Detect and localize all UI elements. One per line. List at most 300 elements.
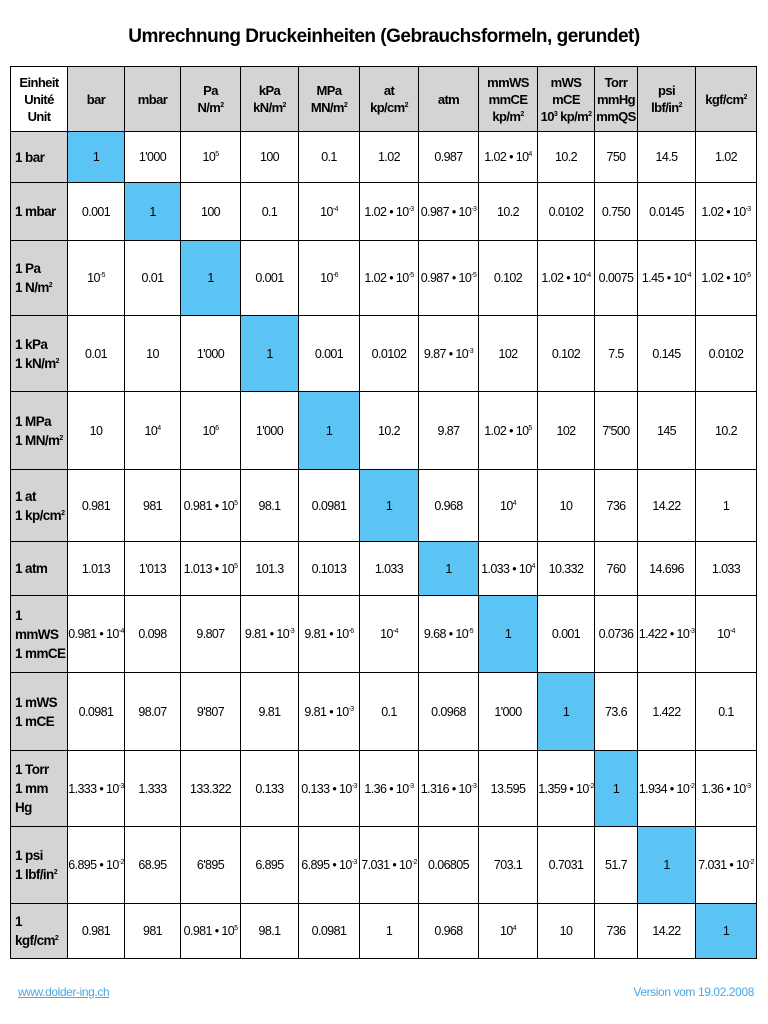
column-header bbox=[299, 67, 360, 132]
version-date: Version vom 19.02.2008 bbox=[633, 985, 754, 999]
column-header bbox=[638, 67, 696, 132]
column-header bbox=[419, 67, 479, 132]
text: 68.95 bbox=[138, 858, 167, 872]
value-line bbox=[419, 205, 478, 219]
value-line bbox=[638, 499, 695, 513]
conversion-cell bbox=[595, 596, 638, 673]
value-line bbox=[68, 347, 124, 361]
text: 1.36 • 10 bbox=[701, 781, 746, 796]
text: 0.981 bbox=[81, 924, 111, 938]
conversion-cell bbox=[538, 904, 595, 959]
exponent: -2 bbox=[411, 859, 417, 866]
value-line bbox=[181, 562, 240, 576]
column-header-line bbox=[419, 91, 478, 108]
table-row bbox=[11, 751, 757, 827]
pressure-conversion-table bbox=[10, 66, 757, 959]
row-label-line bbox=[15, 335, 67, 354]
value-line bbox=[419, 562, 478, 576]
row-unit-label bbox=[11, 183, 68, 241]
text: 1 bbox=[612, 781, 620, 796]
exponent: 2 bbox=[404, 102, 408, 109]
conversion-cell bbox=[696, 470, 757, 542]
row-unit-label bbox=[11, 470, 68, 542]
value-line bbox=[299, 150, 359, 164]
conversion-cell bbox=[696, 827, 757, 904]
text: 0.981 • 10 bbox=[68, 627, 119, 641]
text: 1 atm bbox=[15, 561, 48, 576]
text: 102 bbox=[498, 346, 518, 361]
conversion-cell bbox=[125, 751, 181, 827]
conversion-cell bbox=[419, 751, 479, 827]
identity-cell bbox=[360, 470, 419, 542]
text: 0.981 • 10 bbox=[183, 498, 235, 513]
value-line bbox=[479, 924, 537, 938]
text: 0.001 bbox=[551, 627, 581, 641]
column-header-line bbox=[181, 82, 240, 99]
text: lbf/in bbox=[651, 100, 679, 115]
text: 736 bbox=[606, 498, 626, 513]
text: 1 at bbox=[15, 488, 36, 504]
value-line bbox=[241, 347, 298, 361]
text: 981 bbox=[142, 924, 163, 938]
text: 1.02 • 10 bbox=[541, 271, 586, 285]
text: 10 bbox=[717, 627, 730, 641]
exponent: -2 bbox=[748, 859, 754, 866]
conversion-cell bbox=[696, 392, 757, 470]
row-unit-label bbox=[11, 316, 68, 392]
text: 0.0981 bbox=[311, 498, 347, 513]
row-unit-label bbox=[11, 673, 68, 751]
exponent: 2 bbox=[678, 102, 682, 109]
exponent: -4 bbox=[585, 272, 591, 279]
column-header-line bbox=[638, 82, 695, 99]
text: 0.750 bbox=[601, 204, 631, 219]
value-line bbox=[241, 499, 298, 513]
text: 0.1013 bbox=[311, 561, 347, 576]
value-line bbox=[595, 205, 637, 219]
text: 1 bbox=[149, 204, 156, 219]
conversion-cell bbox=[595, 132, 638, 183]
value-line bbox=[181, 705, 240, 719]
conversion-cell bbox=[241, 596, 299, 673]
value-line bbox=[696, 347, 756, 361]
exponent: 2 bbox=[48, 282, 53, 289]
conversion-cell bbox=[479, 673, 538, 751]
value-line bbox=[68, 205, 124, 219]
value-line bbox=[68, 627, 124, 641]
value-line bbox=[181, 271, 240, 285]
conversion-cell bbox=[241, 673, 299, 751]
conversion-cell bbox=[479, 827, 538, 904]
conversion-cell bbox=[125, 316, 181, 392]
conversion-cell bbox=[638, 241, 696, 316]
value-line bbox=[125, 705, 180, 719]
text: kp/m bbox=[492, 108, 521, 124]
text: 0.001 bbox=[81, 204, 111, 219]
conversion-cell bbox=[419, 316, 479, 392]
exponent: 6 bbox=[215, 424, 219, 432]
conversion-cell bbox=[638, 316, 696, 392]
text: 6.895 • 10 bbox=[301, 858, 352, 872]
conversion-cell bbox=[538, 183, 595, 241]
conversion-cell bbox=[538, 542, 595, 596]
text: 1.02 • 10 bbox=[701, 204, 746, 219]
value-line bbox=[360, 705, 418, 719]
exponent: -6 bbox=[332, 272, 338, 279]
text: 98.1 bbox=[258, 924, 281, 938]
text: 1 bbox=[385, 498, 393, 513]
conversion-cell bbox=[299, 542, 360, 596]
text: 9.81 • 10 bbox=[304, 704, 349, 719]
conversion-cell bbox=[181, 751, 241, 827]
conversion-cell bbox=[181, 132, 241, 183]
exponent: -5 bbox=[468, 628, 474, 635]
conversion-cell bbox=[68, 904, 125, 959]
text: 1 lbf/in bbox=[15, 867, 54, 882]
text: kPa bbox=[258, 83, 281, 98]
text: 6.895 • 10 bbox=[68, 858, 119, 872]
value-line bbox=[181, 858, 240, 872]
row-label-line bbox=[15, 487, 67, 506]
value-line bbox=[538, 782, 594, 796]
value-line bbox=[479, 205, 537, 219]
exponent: 2 bbox=[59, 434, 63, 442]
column-header-line bbox=[595, 108, 637, 125]
column-header bbox=[696, 67, 757, 132]
text: 73.6 bbox=[605, 704, 627, 719]
text: mmCE bbox=[488, 91, 528, 107]
conversion-cell bbox=[360, 241, 419, 316]
conversion-cell bbox=[299, 596, 360, 673]
exponent: -3 bbox=[118, 782, 124, 790]
conversion-cell bbox=[68, 751, 125, 827]
column-header-line bbox=[181, 99, 240, 116]
value-line bbox=[68, 782, 124, 796]
conversion-cell bbox=[638, 470, 696, 542]
value-line bbox=[638, 347, 695, 361]
text: 1.033 • 10 bbox=[481, 561, 532, 576]
value-line bbox=[241, 271, 298, 285]
value-line bbox=[299, 858, 359, 872]
conversion-cell bbox=[419, 392, 479, 470]
conversion-cell bbox=[68, 470, 125, 542]
text: 10 bbox=[89, 423, 103, 438]
column-header-line bbox=[299, 82, 359, 99]
value-line bbox=[419, 499, 478, 513]
text: 10 bbox=[144, 423, 158, 438]
column-header bbox=[125, 67, 181, 132]
text: 0.01 bbox=[85, 346, 107, 361]
text: 1 bbox=[92, 150, 100, 164]
text: 10.2 bbox=[555, 150, 577, 164]
text: 0.968 bbox=[434, 498, 463, 513]
table-row bbox=[11, 673, 757, 751]
value-line bbox=[68, 705, 124, 719]
value-line bbox=[125, 858, 180, 872]
conversion-cell bbox=[696, 241, 757, 316]
conversion-cell bbox=[479, 470, 538, 542]
column-header-line bbox=[479, 74, 537, 91]
text: 1.013 bbox=[81, 561, 111, 576]
text: 14.22 bbox=[652, 498, 681, 513]
text: 7'500 bbox=[602, 423, 630, 438]
value-line bbox=[479, 271, 537, 285]
text: 98.1 bbox=[258, 498, 281, 513]
text: 1 N/m bbox=[15, 280, 49, 295]
value-line bbox=[299, 562, 359, 576]
value-line bbox=[595, 499, 637, 513]
value-line bbox=[68, 562, 124, 576]
row-unit-label bbox=[11, 542, 68, 596]
text: 9'807 bbox=[196, 704, 225, 719]
value-line bbox=[538, 562, 594, 576]
value-line bbox=[125, 499, 180, 513]
conversion-cell bbox=[479, 132, 538, 183]
conversion-cell bbox=[538, 470, 595, 542]
row-unit-label bbox=[11, 596, 68, 673]
conversion-cell bbox=[241, 183, 299, 241]
value-line bbox=[125, 271, 180, 285]
text: 0.987 • 10 bbox=[420, 204, 472, 219]
conversion-cell bbox=[125, 673, 181, 751]
exponent: 2 bbox=[343, 102, 348, 109]
value-line bbox=[299, 924, 359, 938]
text: 13.595 bbox=[490, 781, 526, 796]
text: 0.0981 bbox=[311, 924, 347, 938]
exponent: -5 bbox=[745, 272, 751, 279]
value-line bbox=[181, 205, 240, 219]
text: 0.1 bbox=[381, 704, 397, 719]
text: 1'000 bbox=[196, 346, 225, 361]
value-line bbox=[638, 858, 695, 872]
conversion-cell bbox=[181, 827, 241, 904]
value-line bbox=[125, 424, 180, 438]
text: 6.895 bbox=[255, 858, 284, 872]
column-header-line bbox=[479, 108, 537, 125]
conversion-cell bbox=[181, 183, 241, 241]
conversion-cell bbox=[419, 673, 479, 751]
value-line bbox=[479, 705, 537, 719]
value-line bbox=[241, 424, 298, 438]
table-row bbox=[11, 542, 757, 596]
text: 1 bbox=[722, 924, 730, 938]
text: 1 bbox=[207, 271, 214, 285]
text: mmHg bbox=[596, 91, 636, 107]
conversion-cell bbox=[419, 904, 479, 959]
text: 1.333 • 10 bbox=[68, 781, 119, 796]
exponent: -4 bbox=[332, 205, 338, 213]
text: 0.0981 bbox=[78, 704, 114, 719]
exponent: -6 bbox=[348, 628, 354, 635]
website-link[interactable]: www.dolder-ing.ch bbox=[18, 985, 110, 999]
text: 0.102 bbox=[551, 346, 581, 361]
text: 1 MN/m bbox=[15, 432, 60, 448]
text: 1'000 bbox=[494, 704, 522, 719]
conversion-cell bbox=[125, 904, 181, 959]
conversion-cell bbox=[538, 316, 595, 392]
value-line bbox=[241, 150, 298, 164]
value-line bbox=[696, 705, 756, 719]
exponent: -3 bbox=[468, 347, 474, 355]
column-header bbox=[241, 67, 299, 132]
value-line bbox=[125, 782, 180, 796]
text: 1 bbox=[385, 924, 393, 938]
text: 1'000 bbox=[255, 423, 284, 438]
value-line bbox=[538, 205, 594, 219]
conversion-cell bbox=[479, 241, 538, 316]
value-line bbox=[419, 150, 478, 164]
row-label-line bbox=[15, 202, 67, 221]
text: 1 mWS bbox=[15, 694, 58, 710]
conversion-cell bbox=[696, 183, 757, 241]
value-line bbox=[638, 924, 695, 938]
text: 0.0102 bbox=[708, 346, 744, 361]
conversion-cell bbox=[696, 316, 757, 392]
text: 981 bbox=[142, 498, 163, 513]
exponent: 5 bbox=[528, 424, 532, 432]
value-line bbox=[241, 627, 298, 641]
value-line bbox=[419, 858, 478, 872]
text: 1 kPa bbox=[15, 336, 48, 352]
text: 1.02 • 10 bbox=[484, 150, 529, 164]
exponent: 2 bbox=[220, 102, 224, 109]
row-label-line bbox=[15, 412, 67, 431]
text: 102 bbox=[556, 423, 576, 438]
text: 10 bbox=[380, 627, 393, 641]
text: 736 bbox=[606, 924, 626, 938]
conversion-cell bbox=[241, 132, 299, 183]
conversion-cell bbox=[68, 827, 125, 904]
conversion-cell bbox=[538, 132, 595, 183]
text: 0.0102 bbox=[371, 346, 407, 361]
text: Torr bbox=[604, 74, 628, 90]
row-label-line bbox=[15, 912, 67, 950]
value-line bbox=[68, 499, 124, 513]
column-header-line bbox=[68, 91, 124, 108]
value-line bbox=[696, 782, 756, 796]
value-line bbox=[696, 562, 756, 576]
exponent: -2 bbox=[689, 782, 695, 790]
table-body bbox=[11, 132, 757, 959]
text: psi bbox=[658, 83, 675, 98]
exponent: -4 bbox=[686, 272, 692, 279]
conversion-cell bbox=[299, 673, 360, 751]
conversion-cell bbox=[638, 596, 696, 673]
column-header-line bbox=[696, 91, 756, 108]
conversion-cell bbox=[595, 183, 638, 241]
conversion-cell bbox=[360, 392, 419, 470]
text: 0.987 • 10 bbox=[420, 271, 472, 285]
conversion-cell bbox=[479, 904, 538, 959]
conversion-cell bbox=[181, 673, 241, 751]
conversion-cell bbox=[479, 751, 538, 827]
row-label-line bbox=[15, 559, 67, 578]
text: 1 bar bbox=[15, 149, 45, 165]
value-line bbox=[241, 924, 298, 938]
value-line bbox=[538, 705, 594, 719]
text: 1.422 • 10 bbox=[638, 627, 690, 641]
conversion-cell bbox=[241, 542, 299, 596]
conversion-cell bbox=[68, 316, 125, 392]
text: 10 bbox=[202, 150, 216, 164]
value-line bbox=[419, 347, 478, 361]
value-line bbox=[479, 150, 537, 164]
value-line bbox=[299, 627, 359, 641]
text: 1 bbox=[445, 561, 452, 576]
text: 1.033 bbox=[374, 561, 404, 576]
value-line bbox=[696, 271, 756, 285]
conversion-cell bbox=[299, 827, 360, 904]
text: 133.322 bbox=[190, 781, 231, 796]
conversion-cell bbox=[181, 392, 241, 470]
text: 10 bbox=[146, 346, 159, 361]
row-label-line bbox=[15, 865, 67, 884]
value-line bbox=[299, 205, 359, 219]
column-header-line bbox=[125, 91, 180, 108]
conversion-cell bbox=[241, 827, 299, 904]
text: mmWS bbox=[487, 74, 529, 90]
value-line bbox=[181, 499, 240, 513]
conversion-cell bbox=[125, 470, 181, 542]
conversion-cell bbox=[241, 904, 299, 959]
column-header-line bbox=[241, 82, 298, 99]
text: at bbox=[383, 83, 395, 98]
row-label-line bbox=[15, 644, 67, 663]
text: 14.5 bbox=[655, 150, 678, 164]
value-line bbox=[595, 150, 637, 164]
identity-cell bbox=[181, 241, 241, 316]
exponent: -3 bbox=[289, 628, 295, 635]
value-line bbox=[299, 347, 359, 361]
text: 9.87 bbox=[437, 423, 460, 438]
conversion-cell bbox=[538, 751, 595, 827]
value-line bbox=[299, 499, 359, 513]
conversion-cell bbox=[299, 183, 360, 241]
corner-line: Unité bbox=[24, 91, 54, 107]
text: 6'895 bbox=[196, 858, 225, 872]
text: 0.102 bbox=[493, 271, 523, 285]
conversion-cell bbox=[638, 392, 696, 470]
value-line bbox=[595, 271, 637, 285]
exponent: 5 bbox=[234, 925, 238, 932]
column-header bbox=[538, 67, 595, 132]
conversion-cell bbox=[299, 904, 360, 959]
text: 10 bbox=[202, 423, 216, 438]
conversion-cell bbox=[638, 751, 696, 827]
table-row bbox=[11, 827, 757, 904]
text: 10 bbox=[499, 498, 513, 513]
value-line bbox=[538, 424, 594, 438]
exponent: -4 bbox=[392, 628, 398, 635]
conversion-cell bbox=[419, 241, 479, 316]
value-line bbox=[241, 858, 298, 872]
text: 10.2 bbox=[378, 423, 400, 438]
value-line bbox=[696, 499, 756, 513]
row-label-line bbox=[15, 431, 67, 450]
text: 760 bbox=[606, 561, 626, 576]
value-line bbox=[125, 150, 180, 164]
conversion-cell bbox=[299, 751, 360, 827]
text: 0.968 bbox=[434, 924, 463, 938]
conversion-cell bbox=[479, 392, 538, 470]
conversion-cell bbox=[299, 132, 360, 183]
text: 10 bbox=[499, 924, 513, 938]
value-line bbox=[68, 858, 124, 872]
value-line bbox=[181, 150, 240, 164]
conversion-cell bbox=[68, 183, 125, 241]
text: 9.81 • 10 bbox=[244, 627, 290, 641]
text: 0.0736 bbox=[598, 627, 634, 641]
